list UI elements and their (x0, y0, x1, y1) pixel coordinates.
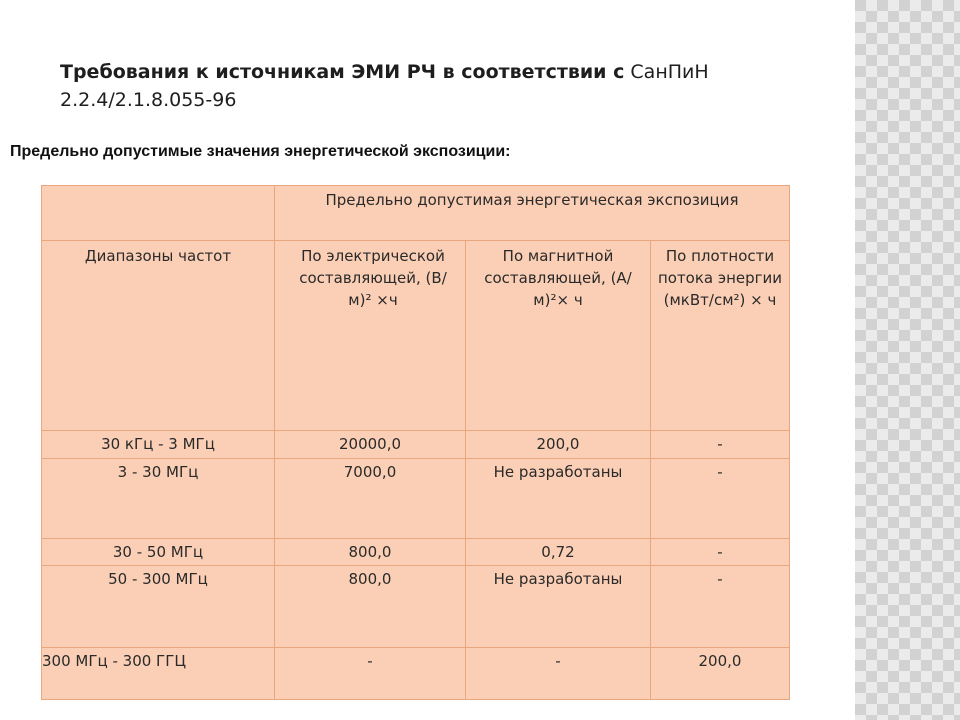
table-caption: Предельно допустимые значения энергетической экспозиции: (10, 143, 511, 160)
row-2-power: - (650, 458, 790, 539)
column-header-frequency: Диапазоны частот (41, 240, 275, 431)
slide-title-rest: СанПиН 2.2.4/2.1.8.055-96 (60, 61, 709, 111)
column-header-magnetic: По магнитной составляющей, (А/м)²× ч (465, 240, 651, 431)
row-4-frequency: 50 - 300 МГц (41, 565, 275, 648)
row-4-power: - (650, 565, 790, 648)
row-1-power: - (650, 430, 790, 459)
row-5-frequency: 300 МГц - 300 ГГЦ (41, 647, 275, 700)
slide-title (60, 58, 820, 114)
row-5-electric: - (274, 647, 466, 700)
row-3-frequency: 30 - 50 МГц (41, 538, 275, 566)
slide-title-bold: Требования к источникам ЭМИ РЧ в соответствии с (60, 61, 625, 83)
row-3-power: - (650, 538, 790, 566)
row-2-frequency: 3 - 30 МГц (41, 458, 275, 539)
row-3-magnetic: 0,72 (465, 538, 651, 566)
row-4-magnetic: Не разработаны (465, 565, 651, 648)
row-1-magnetic: 200,0 (465, 430, 651, 459)
group-header: Предельно допустимая энергетическая экспозиция (274, 185, 790, 241)
row-5-magnetic: - (465, 647, 651, 700)
row-3-electric: 800,0 (274, 538, 466, 566)
row-4-electric: 800,0 (274, 565, 466, 648)
row-5-power: 200,0 (650, 647, 790, 700)
decorative-side-pattern (855, 0, 960, 720)
row-2-electric: 7000,0 (274, 458, 466, 539)
row-1-frequency: 30 кГц - 3 МГц (41, 430, 275, 459)
row-1-electric: 20000,0 (274, 430, 466, 459)
column-header-electric: По электрической составляющей, (В/м)² ×ч (274, 240, 466, 431)
table-corner-cell (41, 185, 275, 241)
column-header-power: По плотности потока энергии (мкВт/см²) × ч (650, 240, 790, 431)
row-2-magnetic: Не разработаны (465, 458, 651, 539)
